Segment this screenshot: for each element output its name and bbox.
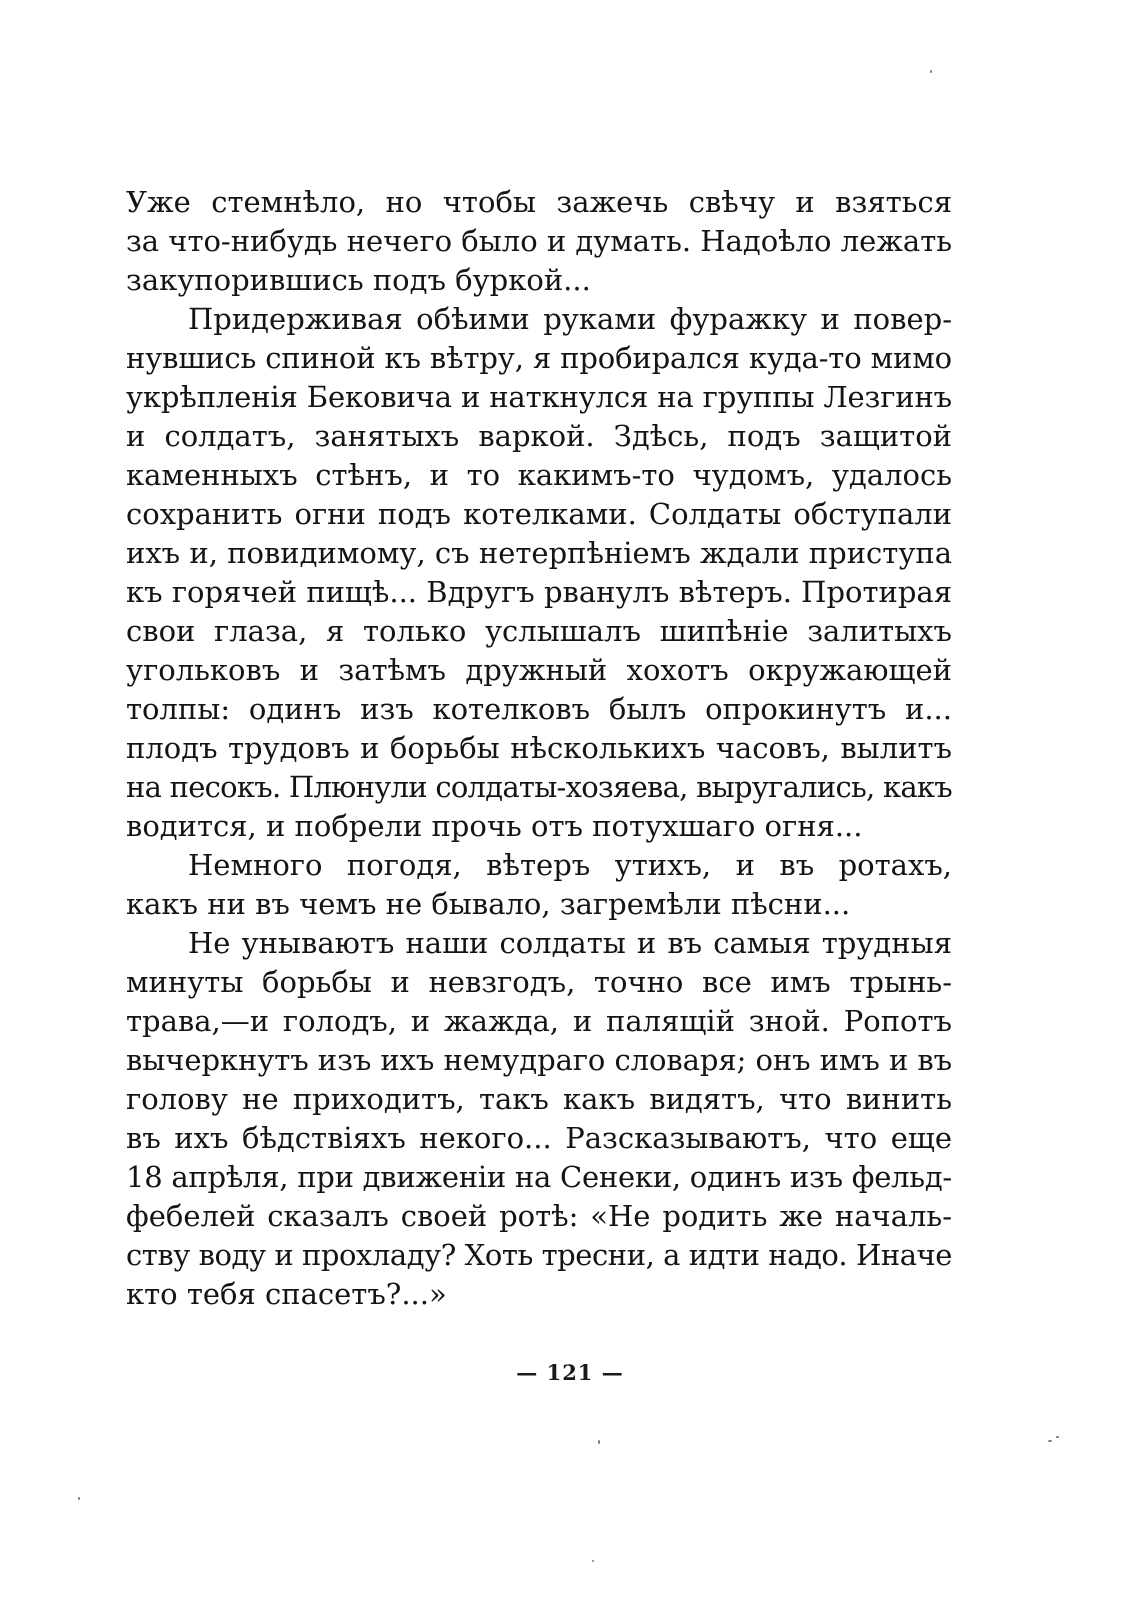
text-line: въ ихъ бѣдствіяхъ некого... Разсказываютъ, что еще [126, 1121, 952, 1155]
text-line: нувшись спиной къ вѣтру, я пробирался куда-то мимо [126, 341, 952, 375]
scan-speck [1056, 1436, 1059, 1438]
paragraph-4 [126, 924, 952, 1314]
text-line: толпы: одинъ изъ котелковъ былъ опрокинутъ и... [126, 692, 952, 726]
text-line: водится, и побрели прочь отъ потухшаго огня... [126, 809, 863, 843]
paragraph-3 [126, 846, 952, 924]
text-line: плодъ трудовъ и борьбы нѣсколькихъ часовъ, вылитъ [126, 731, 952, 765]
text-line: Немного погодя, вѣтеръ утихъ, и въ ротахъ, [188, 848, 952, 882]
text-line: голову не приходитъ, такъ какъ видятъ, что винить [126, 1082, 952, 1116]
text-line: къ горячей пищѣ... Вдругъ рванулъ вѣтеръ. Протирая [126, 575, 952, 609]
text-line: ихъ и, повидимому, съ нетерпѣніемъ ждали приступа [126, 536, 952, 570]
text-line: Придерживая обѣими руками фуражку и повер- [188, 302, 952, 336]
text-line: закупорившись подъ буркой... [126, 263, 591, 297]
text-line: 18 апрѣля, при движеніи на Сенеки, одинъ изъ фельд- [126, 1160, 952, 1194]
text-line: какъ ни въ чемъ не бывало, загремѣли пѣсни... [126, 887, 851, 921]
text-line: фебелей сказалъ своей ротѣ: «Не родить же началь- [126, 1199, 952, 1233]
text-line: ству воду и прохладу? Хоть тресни, а идти надо. Иначе [126, 1238, 952, 1272]
page-number: — 121 — [516, 1360, 624, 1385]
text-line: на песокъ. Плюнули солдаты-хозяева, выругались, какъ [126, 770, 952, 804]
text-line: сохранить огни подъ котелками. Солдаты обступали [126, 497, 952, 531]
scan-speck [598, 1440, 600, 1444]
scan-speck [1048, 1440, 1052, 1442]
text-line: свои глаза, я только услышалъ шипѣніе залитыхъ [126, 614, 952, 648]
text-line: вычеркнутъ изъ ихъ немудраго словаря; онъ имъ и въ [126, 1043, 952, 1077]
paragraph-2 [126, 300, 952, 846]
text-line: каменныхъ стѣнъ, и то какимъ-то чудомъ, удалось [126, 458, 952, 492]
text-line: укрѣпленія Бековича и наткнулся на группы Лезгинъ [126, 380, 952, 414]
text-line: Уже стемнѣло, но чтобы зажечь свѣчу и взяться [126, 185, 952, 219]
paragraph-1 [126, 183, 952, 300]
scan-speck [592, 1560, 594, 1562]
text-line: за что-нибудь нечего было и думать. Надоѣло лежать [126, 224, 952, 258]
text-line: Не унываютъ наши солдаты и въ самыя трудныя [188, 926, 952, 960]
text-line: трава,—и голодъ, и жажда, и палящій зной. Ропотъ [126, 1004, 952, 1038]
text-line: и солдатъ, занятыхъ варкой. Здѣсь, подъ защитой [126, 419, 952, 453]
text-line: минуты борьбы и невзгодъ, точно все имъ трынь- [126, 965, 952, 999]
scan-speck [78, 1497, 80, 1500]
text-line: угольковъ и затѣмъ дружный хохотъ окружающей [126, 653, 952, 687]
scan-speck [930, 70, 932, 73]
text-line: кто тебя спасетъ?...» [126, 1277, 447, 1311]
body-text [126, 183, 952, 1314]
